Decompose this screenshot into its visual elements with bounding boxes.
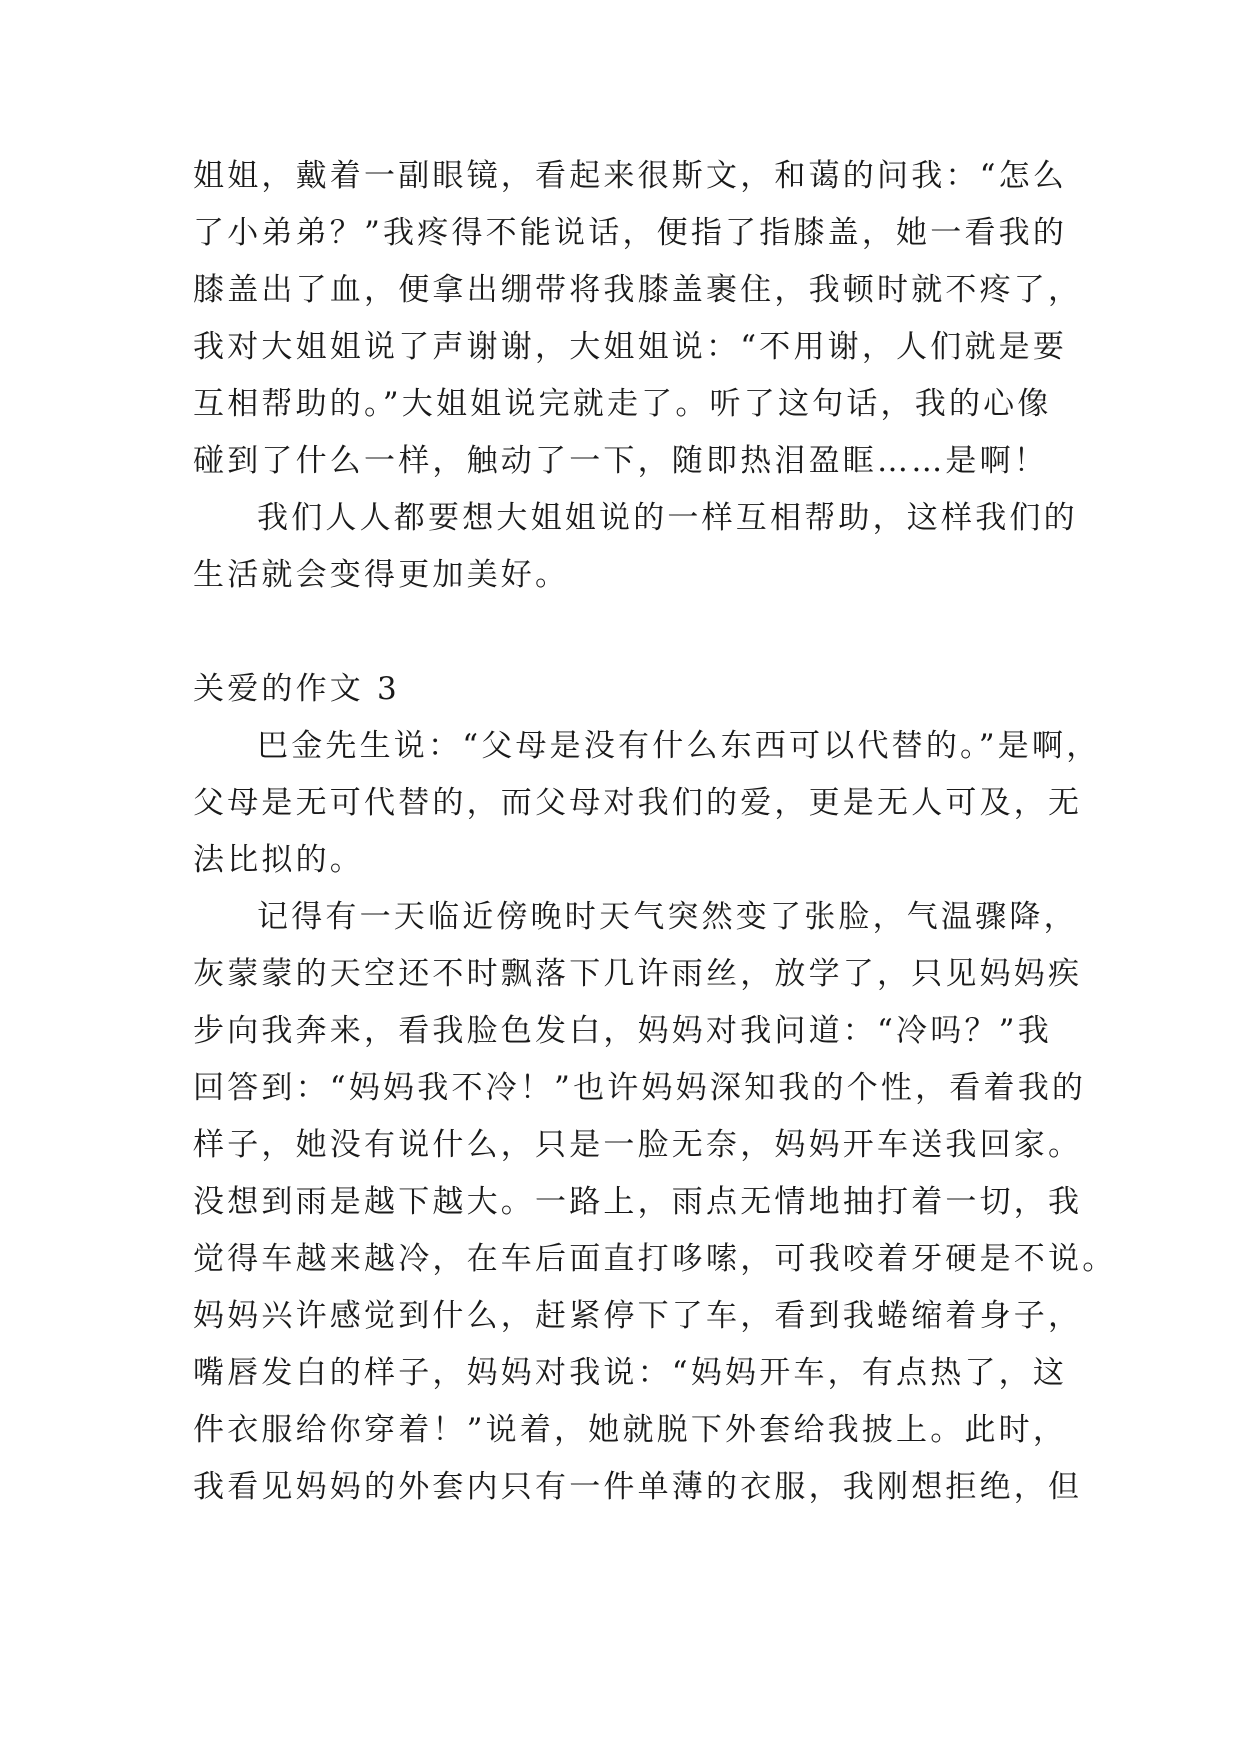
text-line: 碰到了什么一样，触动了一下，随即热泪盈眶……是啊！ <box>193 443 1048 479</box>
text-line: 回答到：“妈妈我不冷！”也许妈妈深知我的个性，看着我的 <box>193 1070 1087 1106</box>
text-line: 我对大姐姐说了声谢谢，大姐姐说：“不用谢，人们就是要 <box>193 329 1068 365</box>
text-line: 姐姐，戴着一副眼镜，看起来很斯文，和蔼的问我：“怎么 <box>193 158 1068 194</box>
text-line: 没想到雨是越下越大。一路上，雨点无情地抽打着一切，我 <box>193 1184 1083 1220</box>
text-line: 巴金先生说：“父母是没有什么东西可以代替的。”是啊， <box>257 728 1101 764</box>
text-line: 嘴唇发白的样子，妈妈对我说：“妈妈开车，有点热了，这 <box>193 1355 1068 1391</box>
text-line: 互相帮助的。”大姐姐说完就走了。听了这句话，我的心像 <box>193 386 1052 422</box>
paragraph-memory <box>193 889 1117 1516</box>
text-line: 父母是无可代替的，而父母对我们的爱，更是无人可及，无 <box>193 785 1083 821</box>
text-line: 生活就会变得更加美好。 <box>193 557 570 593</box>
section-title: 关爱的作文 3 <box>193 671 400 707</box>
text-line: 记得有一天临近傍晚时天气突然变了张脸，气温骤降， <box>257 899 1078 935</box>
text-line: 我们人人都要想大姐姐说的一样互相帮助，这样我们的 <box>257 500 1078 536</box>
text-line: 了小弟弟？”我疼得不能说话，便指了指膝盖，她一看我的 <box>193 215 1068 251</box>
text-line: 步向我奔来，看我脸色发白，妈妈对我问道：“冷吗？”我 <box>193 1013 1052 1049</box>
text-line: 觉得车越来越冷，在车后面直打哆嗦，可我咬着牙硬是不说。 <box>193 1241 1117 1277</box>
text-line: 法比拟的。 <box>193 842 364 878</box>
text-line: 妈妈兴许感觉到什么，赶紧停下了车，看到我蜷缩着身子， <box>193 1298 1083 1334</box>
text-line: 样子，她没有说什么，只是一脸无奈，妈妈开车送我回家。 <box>193 1127 1083 1163</box>
document-page <box>193 148 1117 1516</box>
paragraph-closing <box>193 490 1078 604</box>
text-line: 我看见妈妈的外套内只有一件单薄的衣服，我刚想拒绝，但 <box>193 1469 1083 1505</box>
paragraph-quote <box>193 718 1101 889</box>
text-line: 膝盖出了血，便拿出绷带将我膝盖裹住，我顿时就不疼了， <box>193 272 1083 308</box>
text-line: 灰蒙蒙的天空还不时飘落下几许雨丝，放学了，只见妈妈疾 <box>193 956 1083 992</box>
text-line: 件衣服给你穿着！”说着，她就脱下外套给我披上。此时， <box>193 1412 1068 1448</box>
paragraph-story-continuation <box>193 148 1083 490</box>
